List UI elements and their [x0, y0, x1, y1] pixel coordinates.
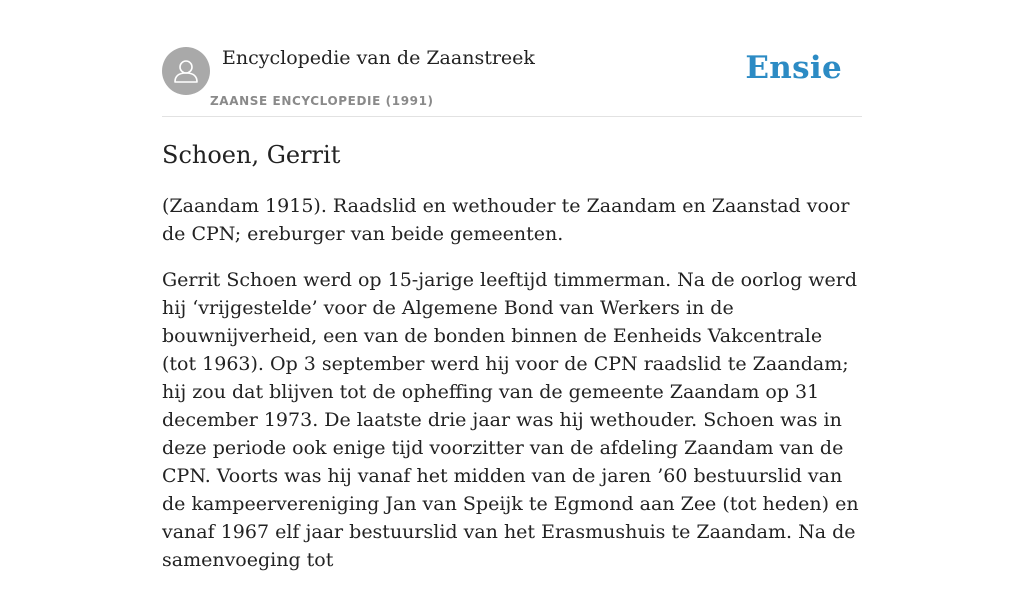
- user-silhouette-icon: [162, 47, 210, 95]
- source-title[interactable]: Encyclopedie van de Zaanstreek: [222, 47, 535, 69]
- source-header: [162, 47, 862, 117]
- avatar[interactable]: [162, 47, 210, 95]
- article-paragraph: Gerrit Schoen werd op 15-jarige leeftijd timmerman. Na de oorlog werd hij ‘vrijgestelde’ voor de Algemene Bond van Werkers in de bouwnijverheid, een van de bonden binnen de Eenheids Vakcentrale (tot 1963). Op 3 september werd hij voor de CPN raadslid te Zaandam; hij zou dat blijven tot de opheffing van de gemeente Zaandam op 31 december 1973. De laatste drie jaar was hij wethouder. Schoen was in deze periode ook enige tijd voorzitter van de afdeling Zaandam van de CPN. Voorts was hij vanaf het midden van de jaren ’60 bestuurslid van de kampeervereniging Jan van Speijk te Egmond aan Zee (tot heden) en vanaf 1967 elf jaar bestuurslid van het Erasmushuis te Zaandam. Na de samenvoeging tot: [162, 269, 859, 571]
- article: [162, 139, 862, 592]
- source-subtitle: ZAANSE ENCYCLOPEDIE (1991): [210, 94, 434, 108]
- page-title: Schoen, Gerrit: [162, 141, 341, 169]
- ensie-logo[interactable]: Ensie: [745, 50, 842, 86]
- article-paragraph: (Zaandam 1915). Raadslid en wethouder te Zaandam en Zaanstad voor de CPN; ereburger van beide gemeenten.: [162, 195, 850, 245]
